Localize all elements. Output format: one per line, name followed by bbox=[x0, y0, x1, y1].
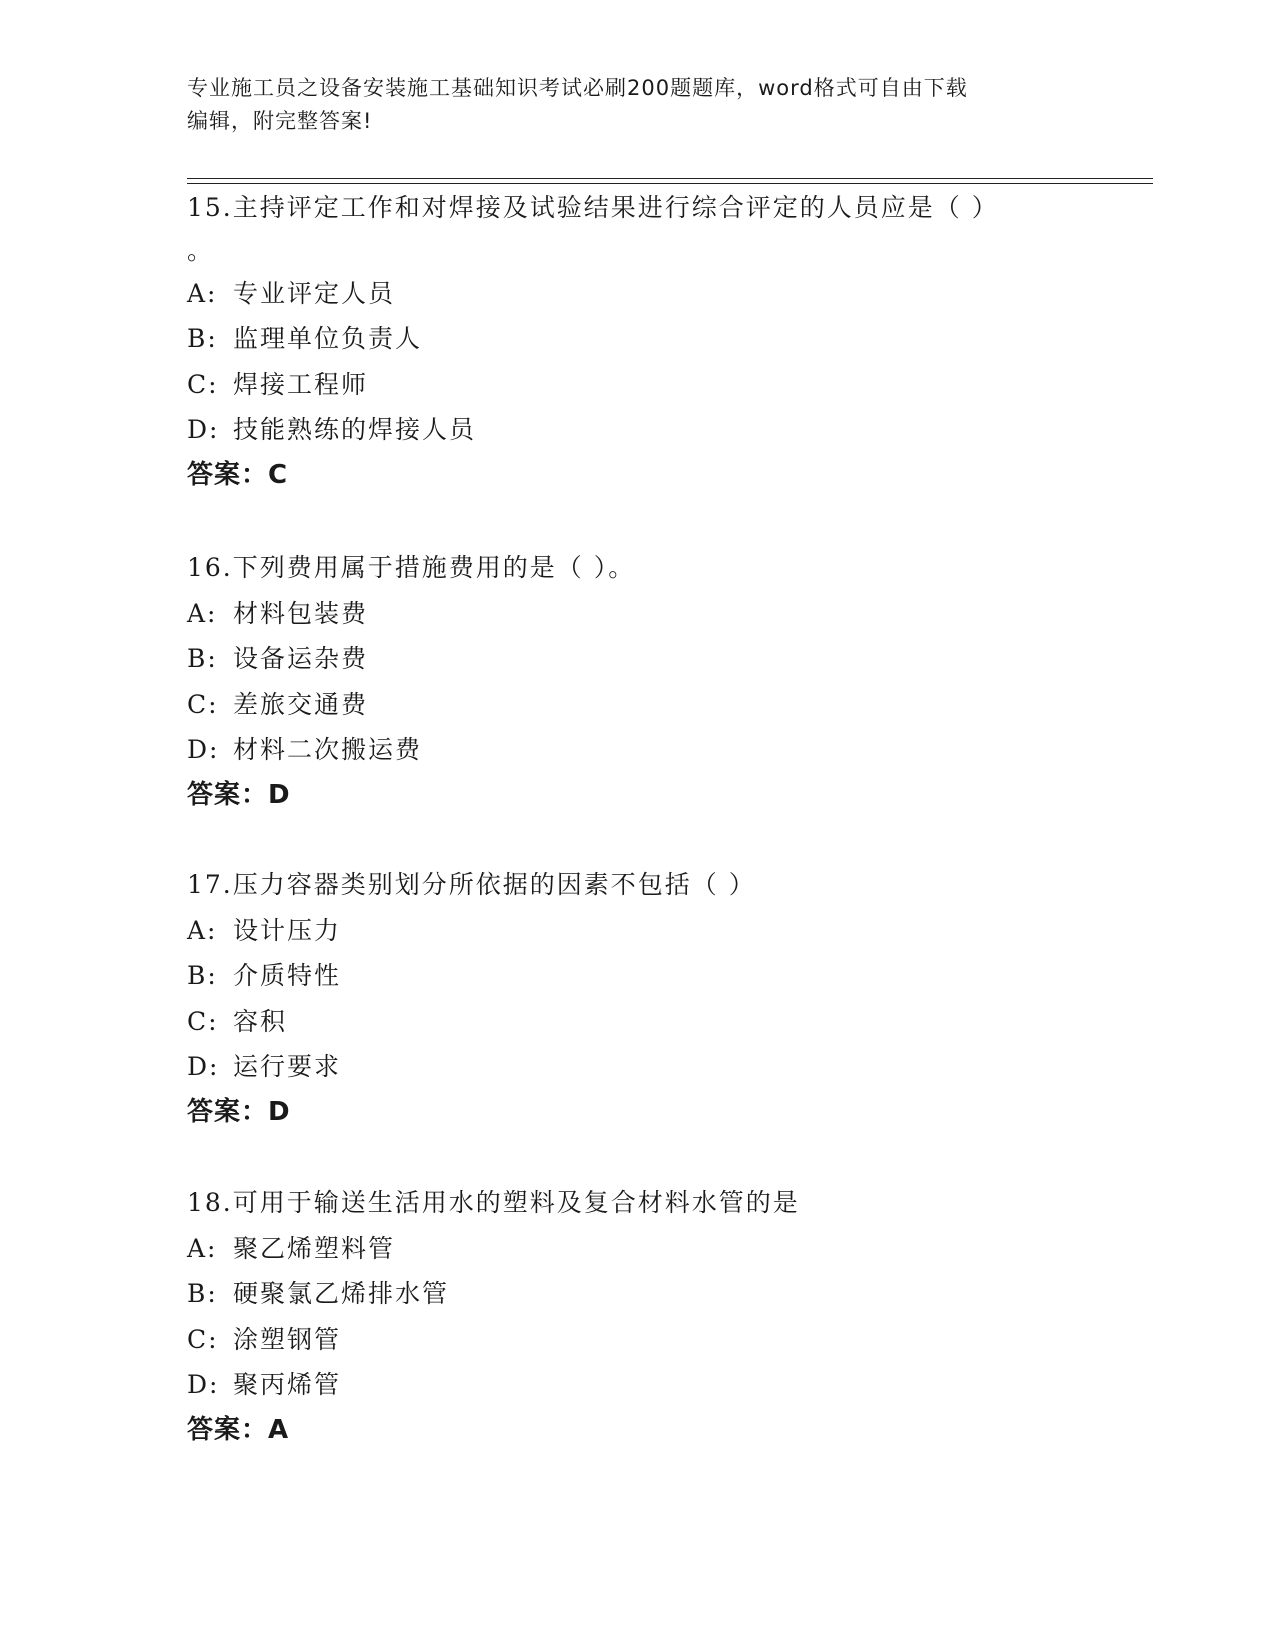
answer bbox=[187, 1408, 1147, 1454]
option-text: 涂塑钢管 bbox=[233, 1324, 342, 1354]
header-rule-top bbox=[187, 178, 1153, 179]
answer-label: 答案： bbox=[187, 779, 269, 810]
option-text: 硬聚氯乙烯排水管 bbox=[233, 1279, 450, 1308]
option-a bbox=[187, 591, 1147, 637]
answer-label: 答案： bbox=[187, 1414, 269, 1445]
question-stem: 16.下列费用属于措施费用的是（ ）。 bbox=[187, 553, 636, 582]
option-letter: B: bbox=[187, 324, 218, 353]
option-a bbox=[187, 1226, 1147, 1272]
option-text: 聚丙烯管 bbox=[233, 1370, 342, 1399]
answer-value: A bbox=[268, 1414, 290, 1445]
option-letter: C: bbox=[187, 1006, 219, 1036]
question-18 bbox=[187, 1180, 1147, 1453]
header-line-2: 编辑，附完整答案! bbox=[187, 109, 373, 133]
option-text: 聚乙烯塑料管 bbox=[233, 1233, 396, 1263]
option-letter: D: bbox=[187, 415, 220, 444]
option-b bbox=[187, 636, 1147, 682]
option-text: 设计压力 bbox=[233, 915, 342, 945]
option-letter: B: bbox=[187, 961, 218, 990]
option-text: 容积 bbox=[233, 1006, 288, 1036]
option-c bbox=[187, 1317, 1147, 1363]
option-letter: A: bbox=[187, 598, 218, 628]
option-b bbox=[187, 1271, 1147, 1317]
answer-label: 答案： bbox=[187, 1096, 269, 1127]
option-text: 材料包装费 bbox=[233, 598, 369, 628]
option-d bbox=[187, 407, 1147, 453]
header-line-1: 专业施工员之设备安装施工基础知识考试必刷200题题库，word格式可自由下载 bbox=[187, 76, 968, 100]
answer-value: D bbox=[268, 1096, 291, 1127]
answer-label: 答案： bbox=[187, 459, 269, 490]
option-letter: C: bbox=[187, 369, 219, 399]
option-b bbox=[187, 316, 1147, 362]
option-text: 材料二次搬运费 bbox=[233, 735, 423, 764]
answer bbox=[187, 773, 1147, 819]
document-header bbox=[187, 72, 1067, 138]
option-letter: C: bbox=[187, 689, 219, 719]
option-d bbox=[187, 727, 1147, 773]
question-17 bbox=[187, 862, 1147, 1135]
option-letter: D: bbox=[187, 735, 220, 764]
answer bbox=[187, 453, 1147, 499]
option-letter: A: bbox=[187, 1233, 218, 1263]
option-c bbox=[187, 999, 1147, 1045]
option-d bbox=[187, 1044, 1147, 1090]
answer-value: C bbox=[268, 459, 289, 490]
option-b bbox=[187, 953, 1147, 999]
header-rule-bottom bbox=[187, 183, 1153, 184]
option-text: 技能熟练的焊接人员 bbox=[233, 415, 477, 444]
option-letter: C: bbox=[187, 1324, 219, 1354]
answer-value: D bbox=[268, 779, 291, 810]
option-text: 监理单位负责人 bbox=[233, 324, 423, 353]
question-stem: 15.主持评定工作和对焊接及试验结果进行综合评定的人员应是（ ） bbox=[187, 193, 999, 222]
option-text: 专业评定人员 bbox=[233, 278, 396, 308]
option-letter: A: bbox=[187, 915, 218, 945]
option-c bbox=[187, 362, 1147, 408]
option-text: 介质特性 bbox=[233, 961, 342, 990]
question-stem-continued: 。 bbox=[187, 235, 215, 265]
question-stem: 17.压力容器类别划分所依据的因素不包括（ ） bbox=[187, 870, 756, 899]
question-15 bbox=[187, 185, 1147, 498]
answer bbox=[187, 1090, 1147, 1136]
option-letter: B: bbox=[187, 644, 218, 673]
option-a bbox=[187, 271, 1147, 317]
option-letter: B: bbox=[187, 1279, 218, 1308]
option-text: 运行要求 bbox=[233, 1052, 342, 1081]
option-letter: A: bbox=[187, 278, 218, 308]
option-text: 设备运杂费 bbox=[233, 644, 369, 673]
question-16 bbox=[187, 545, 1147, 818]
option-c bbox=[187, 682, 1147, 728]
option-a bbox=[187, 908, 1147, 954]
option-letter: D: bbox=[187, 1052, 220, 1081]
option-text: 焊接工程师 bbox=[233, 369, 369, 399]
option-text: 差旅交通费 bbox=[233, 689, 369, 719]
option-d bbox=[187, 1362, 1147, 1408]
option-letter: D: bbox=[187, 1370, 220, 1399]
question-stem: 18.可用于输送生活用水的塑料及复合材料水管的是 bbox=[187, 1188, 800, 1217]
